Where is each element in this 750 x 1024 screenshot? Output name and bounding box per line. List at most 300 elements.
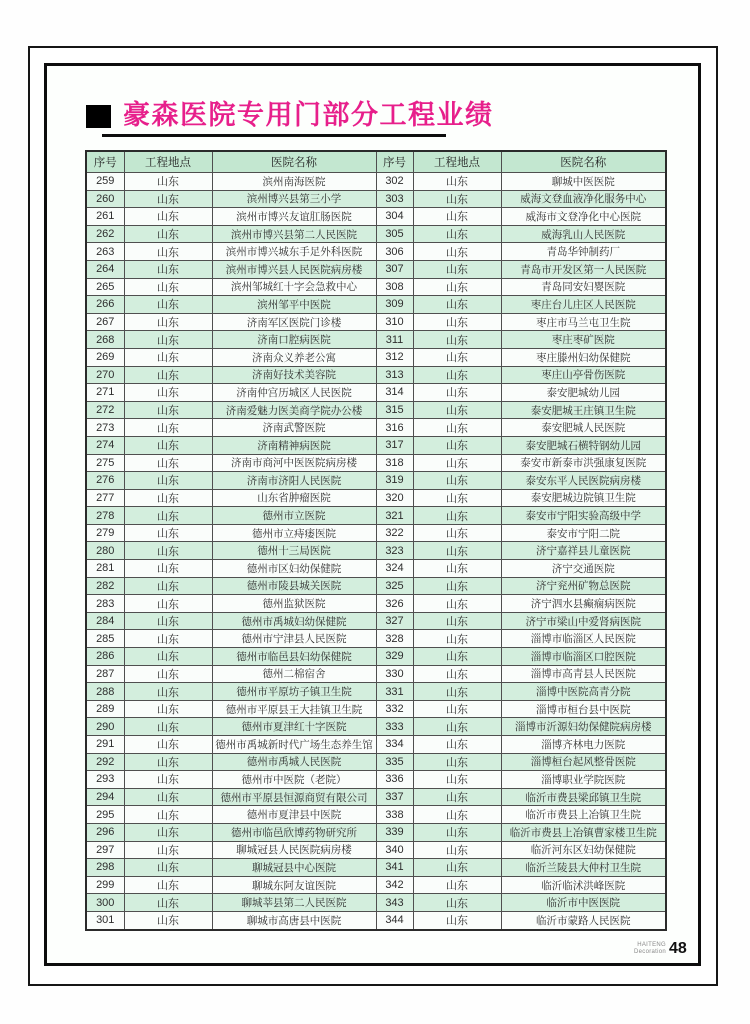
location-cell: 山东 [124,841,212,859]
hospital-name-cell: 泰安肥城边院镇卫生院 [501,489,666,507]
serial-cell: 305 [376,225,413,243]
serial-cell: 336 [376,771,413,789]
serial-cell: 344 [376,911,413,929]
serial-cell: 261 [86,208,124,226]
table-row [86,612,666,630]
serial-cell: 282 [86,577,124,595]
table-row [86,260,666,278]
table-row [86,225,666,243]
table-row [86,489,666,507]
location-cell: 山东 [413,524,501,542]
hospital-name-cell: 泰安东平人民医院病房楼 [501,472,666,490]
hospital-name-cell: 泰安肥城人民医院 [501,419,666,437]
serial-cell: 313 [376,366,413,384]
hospital-name-cell: 滨州市博兴友谊肛肠医院 [212,208,376,226]
serial-cell: 269 [86,348,124,366]
serial-cell: 295 [86,806,124,824]
table-row [86,788,666,806]
table-row [86,384,666,402]
serial-cell: 334 [376,736,413,754]
location-cell: 山东 [413,436,501,454]
serial-cell: 296 [86,823,124,841]
serial-cell: 325 [376,577,413,595]
table-row [86,472,666,490]
location-cell: 山东 [413,577,501,595]
location-cell: 山东 [124,894,212,912]
serial-cell: 289 [86,700,124,718]
table-row [86,243,666,261]
location-cell: 山东 [413,806,501,824]
hospital-name-cell: 淄博市高青县人民医院 [501,665,666,683]
serial-cell: 309 [376,296,413,314]
serial-cell: 275 [86,454,124,472]
brand-line1: HAITENG [637,942,667,948]
serial-cell: 299 [86,876,124,894]
serial-cell: 343 [376,894,413,912]
location-cell: 山东 [124,665,212,683]
serial-cell: 278 [86,507,124,525]
hospital-name-cell: 淄博市沂源妇幼保健院病房楼 [501,718,666,736]
serial-cell: 286 [86,648,124,666]
serial-cell: 279 [86,524,124,542]
serial-cell: 281 [86,560,124,578]
location-cell: 山东 [413,472,501,490]
serial-cell: 294 [86,788,124,806]
serial-cell: 307 [376,260,413,278]
location-cell: 山东 [413,313,501,331]
table-row [86,577,666,595]
table-row [86,524,666,542]
hospital-name-cell: 淄博市临淄区人民医院 [501,630,666,648]
location-cell: 山东 [124,700,212,718]
serial-cell: 323 [376,542,413,560]
hospital-name-cell: 枣庄枣矿医院 [501,331,666,349]
location-cell: 山东 [124,225,212,243]
hospital-name-cell: 临沂市费县上冶镇卫生院 [501,806,666,824]
serial-cell: 340 [376,841,413,859]
location-cell: 山东 [124,419,212,437]
hospital-name-cell: 德州市禹城新时代广场生态养生馆 [212,736,376,754]
location-cell: 山东 [124,173,212,191]
hospital-name-cell: 德州市中医院（老院） [212,771,376,789]
location-cell: 山东 [413,454,501,472]
serial-cell: 301 [86,911,124,929]
serial-cell: 306 [376,243,413,261]
serial-cell: 290 [86,718,124,736]
location-cell: 山东 [124,648,212,666]
location-cell: 山东 [124,260,212,278]
serial-cell: 330 [376,665,413,683]
table-row [86,718,666,736]
serial-cell: 262 [86,225,124,243]
hospital-name-cell: 淄博桓台起风整骨医院 [501,753,666,771]
table-row [86,911,666,929]
column-header: 医院名称 [212,151,376,173]
serial-cell: 302 [376,173,413,191]
table-row [86,894,666,912]
table-row [86,208,666,226]
serial-cell: 277 [86,489,124,507]
location-cell: 山东 [413,630,501,648]
serial-cell: 317 [376,436,413,454]
hospital-name-cell: 青岛同安妇婴医院 [501,278,666,296]
hospital-name-cell: 青岛市开发区第一人民医院 [501,260,666,278]
location-cell: 山东 [413,683,501,701]
hospital-name-cell: 济南市商河中医医院病房楼 [212,454,376,472]
serial-cell: 308 [376,278,413,296]
hospital-name-cell: 泰安市宁阳实验高级中学 [501,507,666,525]
location-cell: 山东 [124,560,212,578]
hospital-name-cell: 滨州南海医院 [212,173,376,191]
hospital-name-cell: 青岛华钟制药厂 [501,243,666,261]
serial-cell: 274 [86,436,124,454]
location-cell: 山东 [124,683,212,701]
table-row [86,419,666,437]
location-cell: 山东 [124,348,212,366]
table-row [86,771,666,789]
location-cell: 山东 [413,788,501,806]
location-cell: 山东 [413,876,501,894]
location-cell: 山东 [124,331,212,349]
serial-cell: 270 [86,366,124,384]
column-header: 医院名称 [501,151,666,173]
location-cell: 山东 [124,278,212,296]
hospital-name-cell: 济宁兖州矿物总医院 [501,577,666,595]
location-cell: 山东 [124,190,212,208]
location-cell: 山东 [413,384,501,402]
serial-cell: 264 [86,260,124,278]
hospital-name-cell: 临沂市费县梁邱镇卫生院 [501,788,666,806]
table-row [86,595,666,613]
hospital-name-cell: 山东省肿瘤医院 [212,489,376,507]
location-cell: 山东 [124,612,212,630]
table-row [86,313,666,331]
table-row [86,454,666,472]
hospital-name-cell: 济南众义养老公寓 [212,348,376,366]
serial-cell: 260 [86,190,124,208]
serial-cell: 321 [376,507,413,525]
location-cell: 山东 [413,190,501,208]
location-cell: 山东 [413,489,501,507]
hospital-name-cell: 聊城东阿友谊医院 [212,876,376,894]
serial-cell: 267 [86,313,124,331]
hospital-name-cell: 济南精神病医院 [212,436,376,454]
hospital-name-cell: 济宁泗水县癫痫病医院 [501,595,666,613]
serial-cell: 329 [376,648,413,666]
hospital-name-cell: 临沂市蒙路人民医院 [501,911,666,929]
location-cell: 山东 [124,859,212,877]
location-cell: 山东 [413,736,501,754]
hospital-name-cell: 滨州邹城红十字会急救中心 [212,278,376,296]
hospital-name-cell: 德州市平原县恒源商贸有限公司 [212,788,376,806]
hospital-name-cell: 临沂市中医医院 [501,894,666,912]
hospital-name-cell: 枣庄滕州妇幼保健院 [501,348,666,366]
serial-cell: 326 [376,595,413,613]
hospital-name-cell: 德州市区妇幼保健院 [212,560,376,578]
location-cell: 山东 [413,823,501,841]
hospital-name-cell: 滨州博兴县第三小学 [212,190,376,208]
serial-cell: 268 [86,331,124,349]
serial-cell: 283 [86,595,124,613]
hospital-name-cell: 临沂河东区妇幼保健院 [501,841,666,859]
location-cell: 山东 [413,911,501,929]
serial-cell: 271 [86,384,124,402]
serial-cell: 337 [376,788,413,806]
table-row [86,665,666,683]
location-cell: 山东 [124,243,212,261]
location-cell: 山东 [413,595,501,613]
hospital-name-cell: 济宁市梁山中爱肾病医院 [501,612,666,630]
hospital-name-cell: 滨州市博兴县人民医院病房楼 [212,260,376,278]
serial-cell: 319 [376,472,413,490]
hospital-name-cell: 济宁嘉祥县儿童医院 [501,542,666,560]
serial-cell: 341 [376,859,413,877]
location-cell: 山东 [413,894,501,912]
location-cell: 山东 [124,436,212,454]
page-footer [634,941,687,957]
location-cell: 山东 [413,173,501,191]
location-cell: 山东 [124,454,212,472]
serial-cell: 327 [376,612,413,630]
location-cell: 山东 [124,472,212,490]
hospital-name-cell: 聊城冠县中心医院 [212,859,376,877]
table-row [86,560,666,578]
serial-cell: 280 [86,542,124,560]
table-row [86,683,666,701]
location-cell: 山东 [413,278,501,296]
location-cell: 山东 [413,331,501,349]
page-number: 48 [669,940,687,957]
serial-cell: 292 [86,753,124,771]
location-cell: 山东 [124,876,212,894]
serial-cell: 316 [376,419,413,437]
hospital-name-cell: 聊城中医医院 [501,173,666,191]
hospital-name-cell: 威海文登血液净化服务中心 [501,190,666,208]
location-cell: 山东 [124,736,212,754]
hospital-name-cell: 德州市临邑县妇幼保健院 [212,648,376,666]
serial-cell: 339 [376,823,413,841]
section-title-row [86,99,494,131]
table-row [86,331,666,349]
location-cell: 山东 [413,753,501,771]
hospital-name-cell: 泰安肥城石横特钢幼儿园 [501,436,666,454]
location-cell: 山东 [413,612,501,630]
page-title: 豪森医院专用门部分工程业绩 [123,100,494,130]
location-cell: 山东 [413,225,501,243]
hospital-name-cell: 济南口腔病医院 [212,331,376,349]
hospital-name-cell: 济南军区医院门诊楼 [212,313,376,331]
serial-cell: 285 [86,630,124,648]
location-cell: 山东 [413,648,501,666]
serial-cell: 332 [376,700,413,718]
location-cell: 山东 [124,384,212,402]
serial-cell: 320 [376,489,413,507]
hospital-name-cell: 济南仲宫历城区人民医院 [212,384,376,402]
hospital-name-cell: 淄博市桓台县中医院 [501,700,666,718]
serial-cell: 303 [376,190,413,208]
hospital-name-cell: 德州市夏津县中医院 [212,806,376,824]
performance-table [85,150,667,931]
column-header: 序号 [376,151,413,173]
serial-cell: 333 [376,718,413,736]
hospital-name-cell: 泰安肥城幼儿园 [501,384,666,402]
hospital-name-cell: 泰安市宁阳二院 [501,524,666,542]
location-cell: 山东 [124,542,212,560]
hospital-name-cell: 淄博中医院高青分院 [501,683,666,701]
hospital-name-cell: 聊城市高唐县中医院 [212,911,376,929]
serial-cell: 287 [86,665,124,683]
serial-cell: 304 [376,208,413,226]
location-cell: 山东 [413,401,501,419]
hospital-name-cell: 临沂市费县上冶镇曹家楼卫生院 [501,823,666,841]
location-cell: 山东 [124,524,212,542]
location-cell: 山东 [413,771,501,789]
table-row [86,296,666,314]
location-cell: 山东 [124,296,212,314]
hospital-name-cell: 聊城冠县人民医院病房楼 [212,841,376,859]
table-row [86,436,666,454]
serial-cell: 342 [376,876,413,894]
location-cell: 山东 [124,718,212,736]
hospital-name-cell: 枣庄山亭骨伤医院 [501,366,666,384]
location-cell: 山东 [124,806,212,824]
table-row [86,542,666,560]
location-cell: 山东 [124,595,212,613]
table-row [86,859,666,877]
hospital-name-cell: 济南爱魅力医美商学院办公楼 [212,401,376,419]
serial-cell: 314 [376,384,413,402]
location-cell: 山东 [413,665,501,683]
serial-cell: 328 [376,630,413,648]
table-row [86,841,666,859]
column-header: 工程地点 [413,151,501,173]
location-cell: 山东 [124,823,212,841]
serial-cell: 331 [376,683,413,701]
hospital-name-cell: 淄博市临淄区口腔医院 [501,648,666,666]
location-cell: 山东 [413,560,501,578]
serial-cell: 266 [86,296,124,314]
location-cell: 山东 [413,542,501,560]
location-cell: 山东 [124,313,212,331]
location-cell: 山东 [413,841,501,859]
hospital-name-cell: 德州市禹城妇幼保健院 [212,612,376,630]
table-row [86,876,666,894]
serial-cell: 311 [376,331,413,349]
location-cell: 山东 [124,771,212,789]
location-cell: 山东 [413,718,501,736]
hospital-name-cell: 淄博齐林电力医院 [501,736,666,754]
hospital-name-cell: 德州市宁津县人民医院 [212,630,376,648]
hospital-name-cell: 泰安肥城王庄镇卫生院 [501,401,666,419]
title-underline [102,134,446,137]
column-header: 工程地点 [124,151,212,173]
serial-cell: 263 [86,243,124,261]
hospital-name-cell: 滨州邹平中医院 [212,296,376,314]
hospital-name-cell: 德州市临邑欣博药物研究所 [212,823,376,841]
hospital-name-cell: 德州二棉宿舍 [212,665,376,683]
hospital-name-cell: 威海乳山人民医院 [501,225,666,243]
table-row [86,700,666,718]
serial-cell: 293 [86,771,124,789]
location-cell: 山东 [413,419,501,437]
section-bullet-icon [86,105,111,128]
serial-cell: 298 [86,859,124,877]
hospital-name-cell: 泰安市新泰市洪强康复医院 [501,454,666,472]
location-cell: 山东 [124,507,212,525]
hospital-name-cell: 济南武警医院 [212,419,376,437]
hospital-name-cell: 临沂兰陵县大仲村卫生院 [501,859,666,877]
hospital-name-cell: 德州市立医院 [212,507,376,525]
table-row [86,348,666,366]
location-cell: 山东 [124,630,212,648]
serial-cell: 338 [376,806,413,824]
location-cell: 山东 [124,208,212,226]
location-cell: 山东 [413,208,501,226]
location-cell: 山东 [124,577,212,595]
serial-cell: 276 [86,472,124,490]
location-cell: 山东 [124,753,212,771]
location-cell: 山东 [124,366,212,384]
hospital-name-cell: 济南好技术美容院 [212,366,376,384]
table-header-row [86,151,666,173]
hospital-name-cell: 威海市文登净化中心医院 [501,208,666,226]
location-cell: 山东 [413,700,501,718]
hospital-name-cell: 滨州市博兴城东手足外科医院 [212,243,376,261]
table-row [86,190,666,208]
table-row [86,278,666,296]
serial-cell: 259 [86,173,124,191]
serial-cell: 273 [86,419,124,437]
hospital-name-cell: 德州市禹城人民医院 [212,753,376,771]
hospital-name-cell: 济南市济阳人民医院 [212,472,376,490]
column-header: 序号 [86,151,124,173]
location-cell: 山东 [124,401,212,419]
table-row [86,401,666,419]
serial-cell: 312 [376,348,413,366]
brand-line2: Decoration [634,949,667,955]
serial-cell: 322 [376,524,413,542]
hospital-name-cell: 枣庄市马兰屯卫生院 [501,313,666,331]
table-row [86,736,666,754]
serial-cell: 297 [86,841,124,859]
hospital-name-cell: 滨州市博兴县第二人民医院 [212,225,376,243]
hospital-name-cell: 德州十三局医院 [212,542,376,560]
table-row [86,753,666,771]
serial-cell: 291 [86,736,124,754]
serial-cell: 288 [86,683,124,701]
serial-cell: 315 [376,401,413,419]
hospital-name-cell: 德州市平原坊子镇卫生院 [212,683,376,701]
table-body [86,173,666,930]
location-cell: 山东 [413,243,501,261]
hospital-name-cell: 临沂临沭洪峰医院 [501,876,666,894]
location-cell: 山东 [413,260,501,278]
table-row [86,648,666,666]
table-row [86,173,666,191]
location-cell: 山东 [413,296,501,314]
serial-cell: 300 [86,894,124,912]
hospital-name-cell: 德州市夏津红十字医院 [212,718,376,736]
serial-cell: 335 [376,753,413,771]
location-cell: 山东 [124,911,212,929]
table-row [86,507,666,525]
serial-cell: 318 [376,454,413,472]
table-row [86,366,666,384]
hospital-name-cell: 淄博职业学院医院 [501,771,666,789]
table-row [86,806,666,824]
table-row [86,630,666,648]
hospital-name-cell: 德州市立痔瘘医院 [212,524,376,542]
